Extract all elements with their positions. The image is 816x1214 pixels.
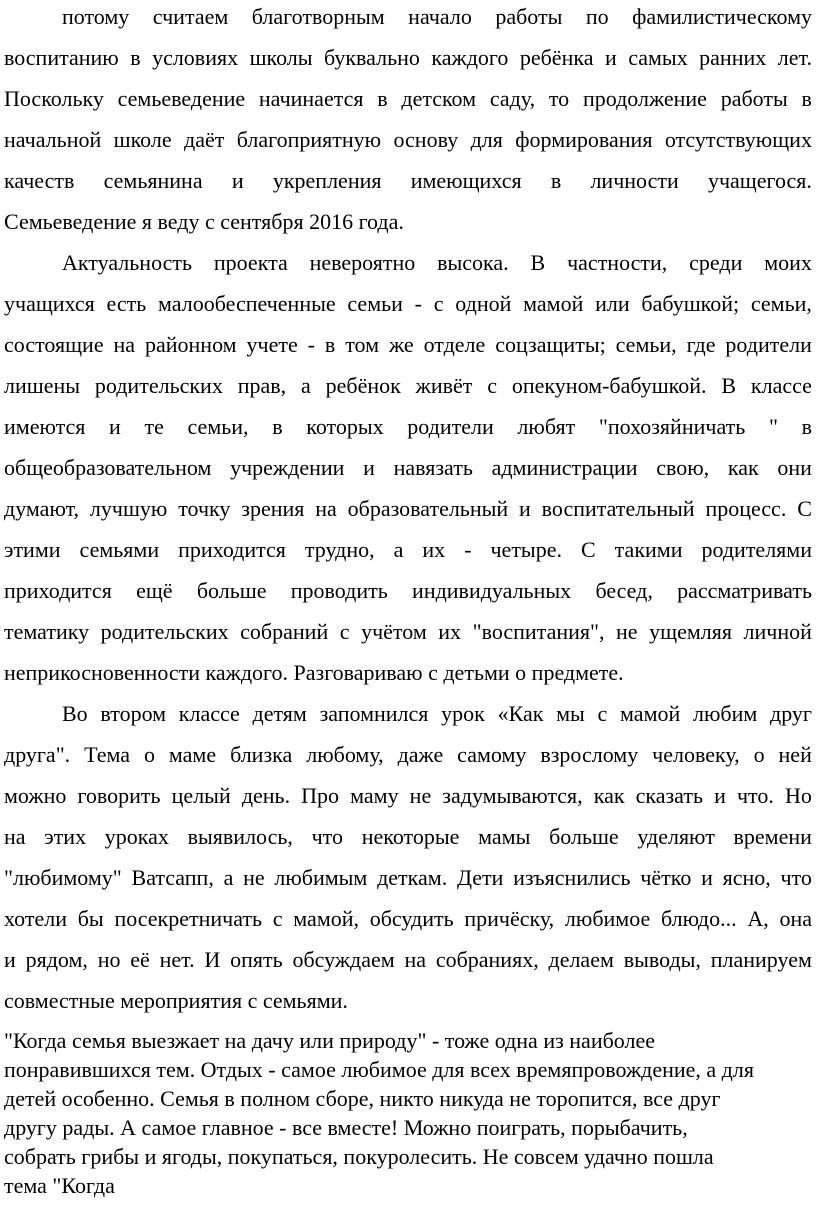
word: мы [556, 701, 585, 726]
word: выявилось, [187, 824, 293, 849]
word: что [780, 865, 812, 890]
word: Поскольку [4, 86, 104, 111]
word: процесс. [705, 496, 787, 521]
paragraph-line [4, 537, 812, 563]
paragraph-line [4, 291, 812, 317]
word: те [144, 414, 164, 439]
word: одной [455, 291, 512, 316]
word: И [204, 947, 221, 972]
word: ущемляя [649, 619, 732, 644]
word: этими [4, 537, 61, 562]
paragraph-line [4, 742, 812, 768]
word: начальной [4, 127, 102, 152]
word: благоприятную [236, 127, 382, 152]
word: качеств [4, 168, 75, 193]
word: условиях [152, 45, 239, 70]
word: урок [441, 701, 485, 726]
paragraph-line [62, 250, 812, 276]
word: а [393, 537, 404, 562]
paragraph-line: Семьеведение я веду с сентября 2016 года. [4, 209, 404, 234]
word: где [686, 332, 716, 357]
word: " [768, 414, 778, 439]
word: саду, [489, 86, 536, 111]
paragraph-line [62, 701, 812, 727]
word: отсутствующих [664, 127, 812, 152]
word: считаем [152, 4, 229, 29]
word: друг [770, 701, 812, 726]
paragraph-line [4, 168, 812, 194]
word: рассматривать [677, 578, 812, 603]
paragraph-line [4, 906, 812, 932]
word: зрения [241, 496, 305, 521]
word: лучшую [89, 496, 168, 521]
word: думают, [4, 496, 80, 521]
word: и [519, 496, 531, 521]
word: втором [100, 701, 167, 726]
word: уроках [104, 824, 169, 849]
word: целый [171, 783, 231, 808]
word: учете [246, 332, 298, 357]
word: ребёнок [325, 373, 401, 398]
word: с [597, 701, 608, 726]
word: мамы [478, 824, 531, 849]
word: любимое [564, 906, 651, 931]
word: с [487, 373, 498, 398]
word: с [272, 906, 283, 931]
word: в [272, 414, 283, 439]
word: с [339, 619, 350, 644]
word: работы [720, 86, 788, 111]
word: в [550, 168, 562, 193]
word: опять [230, 947, 283, 972]
word: можно [4, 783, 67, 808]
word: любому, [306, 742, 384, 767]
word: ребёнка [519, 45, 594, 70]
word: свою, [656, 455, 710, 480]
word: С [580, 537, 596, 562]
word: о [753, 742, 765, 767]
word: трудно, [304, 537, 375, 562]
word: посекретничать [114, 906, 263, 931]
word: блюдо... [660, 906, 737, 931]
word: имеются [4, 414, 86, 439]
paragraph-line: собрать грибы и ягоды, покупаться, покуролесить. Не совсем удачно пошла [4, 1144, 714, 1169]
word: маму [350, 783, 399, 808]
word: или [595, 291, 630, 316]
word: родители [407, 414, 494, 439]
word: некоторые [361, 824, 460, 849]
word: семьи, [615, 332, 677, 357]
word: среди [689, 250, 743, 275]
word: уделяют [637, 824, 715, 849]
paragraph-line: понравившихся тем. Отдых - самое любимое для всех времяпровождение, а для [4, 1057, 754, 1082]
word: ещё [136, 578, 173, 603]
word: детском [401, 86, 477, 111]
word: Про [301, 783, 340, 808]
paragraph-line [4, 824, 812, 850]
word: задумываются, [442, 783, 583, 808]
paragraph-line: тема "Когда [4, 1173, 115, 1198]
word: воспитательный [541, 496, 695, 521]
word: любим [692, 701, 758, 726]
paragraph-line [4, 865, 812, 891]
word: малообеспеченные [158, 291, 336, 316]
word: как [727, 455, 759, 480]
word: начало [408, 4, 472, 29]
word: мамой, [293, 906, 360, 931]
word: семьи, [750, 291, 812, 316]
word: и [604, 45, 617, 70]
word: и [714, 783, 726, 808]
word: собраниях, [435, 947, 539, 972]
word: близка [230, 742, 293, 767]
word: семьеведение [117, 86, 246, 111]
word: буквально [324, 45, 420, 70]
word: личности [590, 168, 679, 193]
word: а [300, 373, 311, 398]
word: - [414, 291, 422, 316]
word: родительских [100, 619, 229, 644]
word: школы [249, 45, 313, 70]
word: в [377, 86, 388, 111]
word: "похозяйничать [598, 414, 746, 439]
word: высока. [437, 250, 509, 275]
word: причёску, [464, 906, 555, 931]
word: есть [106, 291, 147, 316]
word: лет. [777, 45, 812, 70]
word: администрации [491, 455, 638, 480]
word: приходится [178, 537, 286, 562]
word: проекта [213, 250, 288, 275]
word: маме [168, 742, 217, 767]
paragraph-line [4, 455, 812, 481]
word: о [143, 742, 155, 767]
word: точку [178, 496, 231, 521]
word: самому [457, 742, 527, 767]
word: в [324, 332, 336, 357]
paragraph-line: "Когда семья выезжает на дачу или природу" - тоже одна из наиболее [4, 1028, 656, 1053]
word: родительских [94, 373, 223, 398]
word: не [243, 865, 265, 890]
word: такими [614, 537, 683, 562]
word: Во [62, 701, 88, 726]
word: выводы, [623, 947, 701, 972]
word: для [470, 127, 503, 152]
word: их [422, 537, 446, 562]
word: любимым [274, 865, 368, 890]
word: на [4, 824, 26, 849]
word: сказать [635, 783, 704, 808]
paragraph-line [4, 496, 812, 522]
word: на [315, 496, 337, 521]
word: и [231, 168, 244, 193]
word: районном [144, 332, 237, 357]
word: бы [77, 906, 104, 931]
word: состоящие [4, 332, 104, 357]
word: говорить [77, 783, 161, 808]
word: приходится [4, 578, 112, 603]
word: прав, [237, 373, 287, 398]
word: фамилистическому [632, 4, 812, 29]
word: соцзащиты; [495, 332, 606, 357]
word: ней [778, 742, 812, 767]
word: начинается [258, 86, 364, 111]
word: мамой [620, 701, 681, 726]
word: запомнился [319, 701, 429, 726]
word: но [97, 947, 121, 972]
word: - [307, 332, 315, 357]
word: ясно, [722, 865, 771, 890]
word: формирования [515, 127, 653, 152]
word: самых [628, 45, 688, 70]
word: а [223, 865, 234, 890]
word: что. [736, 783, 774, 808]
word: общеобразовательном [4, 455, 212, 480]
paragraph-line: неприкосновенности каждого. Разговариваю с детьми о предмете. [4, 660, 624, 685]
word: даёт [184, 127, 225, 152]
paragraph-line [4, 947, 812, 973]
word: и [109, 414, 121, 439]
word: планируем [710, 947, 812, 972]
word: которых [306, 414, 384, 439]
word: Ватсапп, [131, 865, 214, 890]
word: нет. [159, 947, 195, 972]
word: детям [252, 701, 307, 726]
word: образовательный [347, 496, 509, 521]
word: опекуном-бабушкой. [511, 373, 707, 398]
word: основу [393, 127, 459, 152]
paragraph-line [62, 4, 812, 30]
paragraph-line: совместные мероприятия с семьями. [4, 988, 348, 1013]
paragraph-line [4, 373, 812, 399]
word: и [701, 865, 713, 890]
word: с [433, 291, 444, 316]
word: бабушкой; [641, 291, 740, 316]
word: семьями [79, 537, 160, 562]
word: человеку, [652, 742, 740, 767]
word: воспитанию [4, 45, 119, 70]
word: живёт [415, 373, 473, 398]
paragraph-line [4, 332, 812, 358]
word: друга". [4, 742, 71, 767]
paragraph-line [4, 86, 812, 112]
word: семьянина [103, 168, 203, 193]
word: невероятно [309, 250, 416, 275]
paragraph-line [4, 45, 812, 71]
paragraph-line [4, 619, 812, 645]
word: укрепления [272, 168, 382, 193]
word: она [779, 906, 812, 931]
word: семьи, [187, 414, 249, 439]
word: отделе [423, 332, 486, 357]
word: школе [113, 127, 172, 152]
word: и [363, 455, 375, 480]
word: не [616, 619, 638, 644]
word: деткам. [377, 865, 448, 890]
word: благотворным [251, 4, 385, 29]
word: даже [397, 742, 444, 767]
word: семьи [347, 291, 403, 316]
word: проводить [290, 578, 388, 603]
word: родители [725, 332, 812, 357]
word: "воспитания", [472, 619, 605, 644]
word: Тема [84, 742, 131, 767]
word: рядом, [25, 947, 88, 972]
word: на [113, 332, 136, 357]
word: же [388, 332, 414, 357]
word: что [311, 824, 343, 849]
word: этих [44, 824, 87, 849]
word: времени [733, 824, 812, 849]
word: В [530, 250, 546, 275]
word: учащегося. [707, 168, 812, 193]
paragraph-line [4, 783, 812, 809]
word: - [464, 537, 472, 562]
word: как [593, 783, 625, 808]
word: учётом [361, 619, 427, 644]
word: "любимому" [4, 865, 122, 890]
word: «Как [497, 701, 544, 726]
word: моих [764, 250, 812, 275]
word: личной [743, 619, 812, 644]
word: не [409, 783, 432, 808]
paragraph-line [4, 414, 812, 440]
word: обсуждаем [292, 947, 395, 972]
word: то [548, 86, 570, 111]
word: В [721, 373, 737, 398]
word: ранних [699, 45, 767, 70]
word: тематику [4, 619, 90, 644]
word: больше [196, 578, 267, 603]
paragraph-line: другу рады. А самое главное - все вместе! Можно поиграть, порыбачить, [4, 1115, 688, 1140]
word: работы [495, 4, 563, 29]
word: и [4, 947, 16, 972]
word: они [777, 455, 812, 480]
word: родителями [701, 537, 812, 562]
word: мамой [523, 291, 584, 316]
word: изъяснились [513, 865, 631, 890]
word: классе [750, 373, 812, 398]
paragraph-line [4, 578, 812, 604]
word: в [801, 414, 812, 439]
word: взрослому [540, 742, 639, 767]
word: имеющихся [410, 168, 522, 193]
word: делаем [548, 947, 614, 972]
word: классе [178, 701, 240, 726]
word: день. [241, 783, 291, 808]
word: учащихся [4, 291, 95, 316]
word: индивидуальных [412, 578, 572, 603]
word: по [585, 4, 609, 29]
word: обсудить [369, 906, 454, 931]
word: любят [517, 414, 576, 439]
word: хотели [4, 906, 68, 931]
paragraph-line: детей особенно. Семья в полном сборе, никто никуда не торопится, все друг [4, 1086, 721, 1111]
word: продолжение [582, 86, 707, 111]
word: частности, [567, 250, 668, 275]
word: четыре. [490, 537, 562, 562]
word: С [797, 496, 812, 521]
word: бесед, [595, 578, 653, 603]
word: больше [549, 824, 619, 849]
word: том [345, 332, 380, 357]
paragraph-line [4, 127, 812, 153]
word: потому [62, 4, 130, 29]
word: собраний [240, 619, 329, 644]
word: каждого [431, 45, 509, 70]
word: их [438, 619, 462, 644]
word: Но [784, 783, 812, 808]
word: лишены [4, 373, 81, 398]
word: навязать [393, 455, 473, 480]
word: чётко [640, 865, 692, 890]
word: в [801, 86, 812, 111]
word: на [404, 947, 427, 972]
word: её [130, 947, 150, 972]
word: в [130, 45, 141, 70]
word: Дети [456, 865, 504, 890]
word: А, [747, 906, 769, 931]
word: учреждении [230, 455, 345, 480]
word: Актуальность [62, 250, 193, 275]
